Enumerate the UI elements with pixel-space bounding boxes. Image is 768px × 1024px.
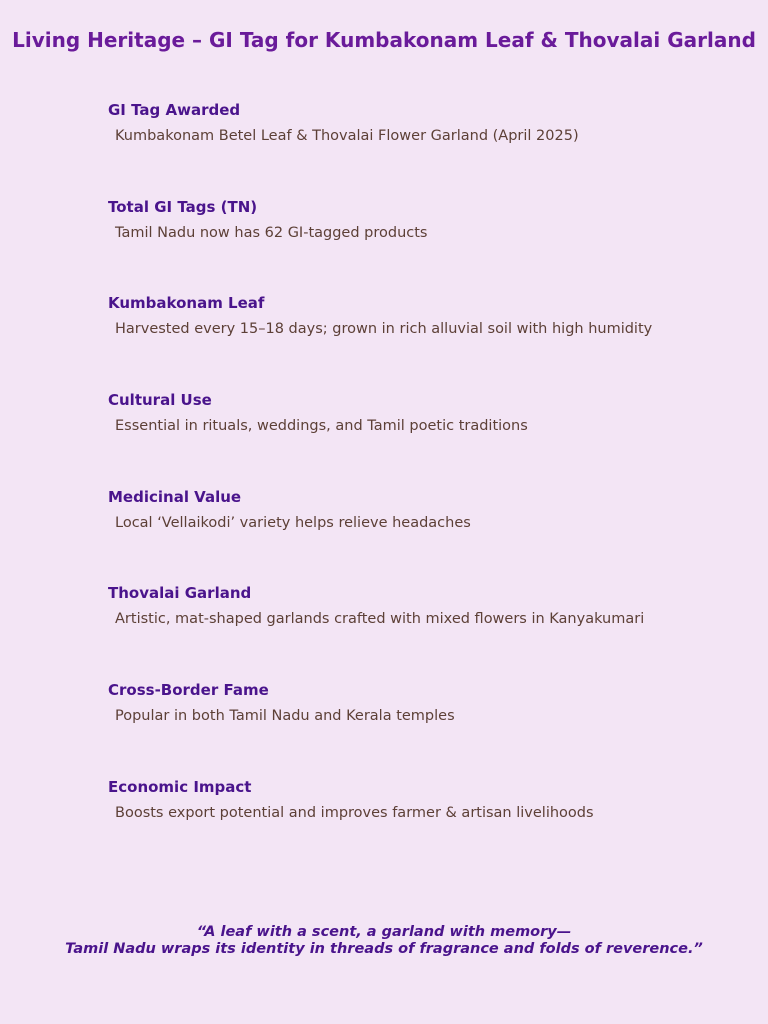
list-item bbox=[108, 488, 748, 585]
item-heading: Cross-Border Fame bbox=[108, 681, 269, 700]
list-item bbox=[108, 391, 748, 488]
list-item bbox=[108, 294, 748, 391]
list-item bbox=[108, 198, 748, 295]
list-item bbox=[108, 681, 748, 778]
item-description: Local ‘Vellaikodi’ variety helps relieve headaches bbox=[115, 514, 471, 531]
item-description: Popular in both Tamil Nadu and Kerala temples bbox=[115, 708, 455, 725]
item-heading: Thovalai Garland bbox=[108, 584, 252, 603]
item-description: Artistic, mat-shaped garlands crafted with mixed flowers in Kanyakumari bbox=[115, 611, 645, 628]
list-item bbox=[108, 101, 748, 198]
item-heading: Cultural Use bbox=[108, 391, 212, 410]
list-item bbox=[108, 778, 748, 875]
item-heading: Medicinal Value bbox=[108, 487, 242, 506]
item-description: Tamil Nadu now has 62 GI-tagged products bbox=[115, 224, 428, 241]
item-heading: Economic Impact bbox=[108, 777, 252, 796]
item-heading: Kumbakonam Leaf bbox=[108, 294, 265, 313]
item-description: Boosts export potential and improves farmer & artisan livelihoods bbox=[115, 804, 594, 821]
item-description: Kumbakonam Betel Leaf & Thovalai Flower Garland (April 2025) bbox=[115, 128, 579, 144]
item-heading: GI Tag Awarded bbox=[108, 101, 241, 119]
closing-quote bbox=[0, 924, 768, 958]
item-heading: Total GI Tags (TN) bbox=[108, 197, 258, 216]
facts-list bbox=[108, 101, 748, 875]
page-title: Living Heritage – GI Tag for Kumbakonam Leaf & Thovalai Garland bbox=[12, 28, 756, 52]
item-description: Essential in rituals, weddings, and Tamil poetic traditions bbox=[115, 418, 528, 435]
quote-line-1: “A leaf with a scent, a garland with memory— bbox=[196, 924, 572, 940]
list-item bbox=[108, 584, 748, 681]
quote-line-2: Tamil Nadu wraps its identity in threads of fragrance and folds of reverence.” bbox=[65, 941, 703, 957]
item-description: Harvested every 15–18 days; grown in rich alluvial soil with high humidity bbox=[115, 321, 653, 338]
